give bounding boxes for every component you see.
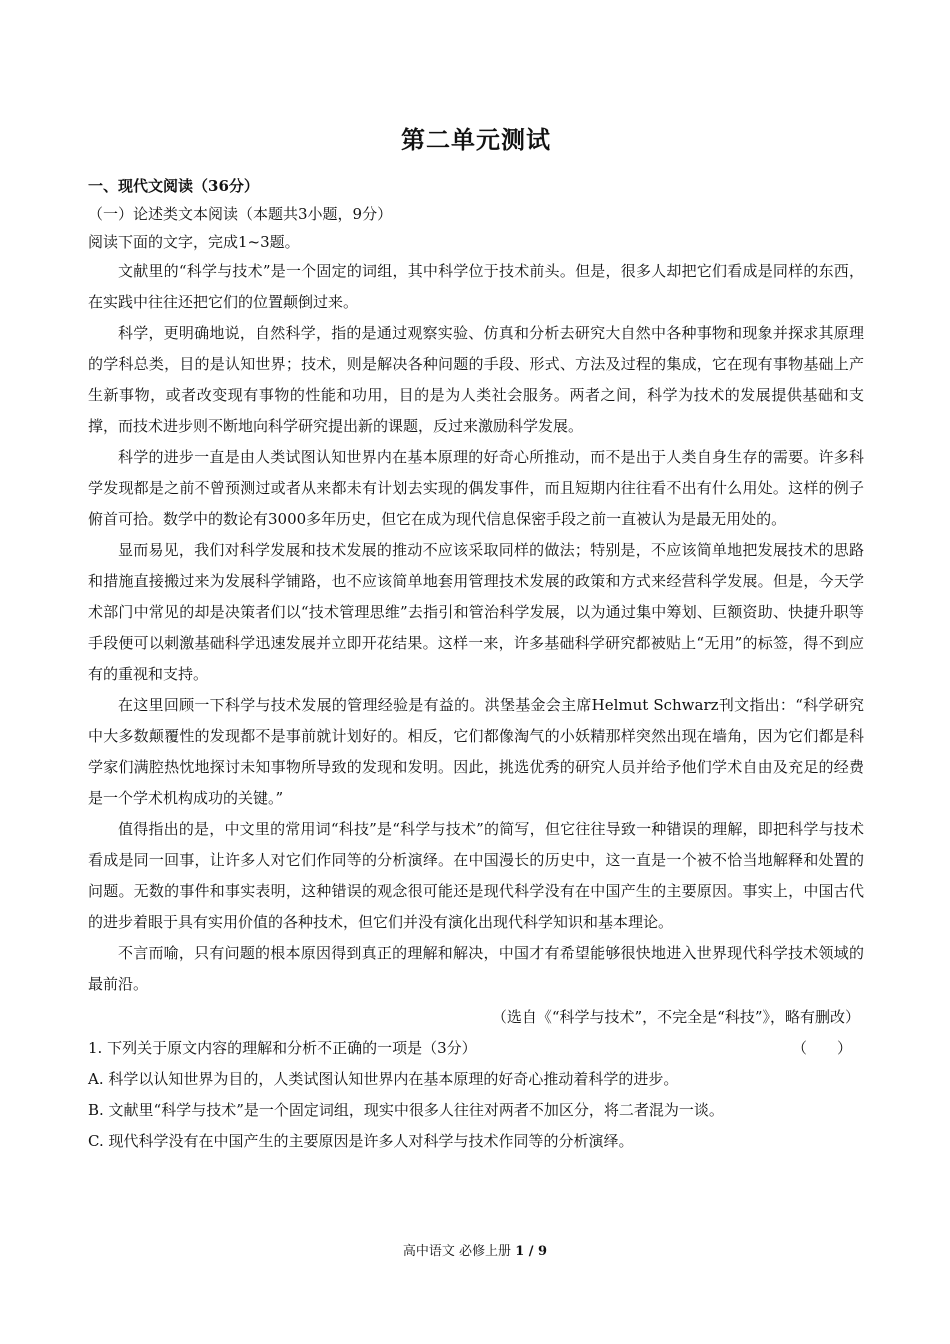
answer-bracket: （ ） bbox=[791, 1039, 852, 1057]
page-footer bbox=[0, 1242, 950, 1262]
document-page bbox=[88, 120, 864, 1157]
question-1-stem: 1. 下列关于原文内容的理解和分析不正确的一项是（3分） bbox=[88, 1039, 477, 1057]
paragraph-3: 科学的进步一直是由人类试图认知世界内在基本原理的好奇心所推动，而不是出于人类自身生存的需要。许多科学发现都是之前不曾预测过或者从来都未有计划去实现的偶发事件，而且短期内往往看不出有什么用处。这样的例子俯首可拾。数学中的数论有3000多年历史，但它在成为现代信息保密手段之前一直被认为是最无用处的。 bbox=[88, 448, 864, 528]
option-a: A. 科学以认知世界为目的，人类试图认知世界内在基本原理的好奇心推动着科学的进步。 bbox=[88, 1070, 679, 1088]
page-title: 第二单元测试 bbox=[401, 125, 551, 154]
paragraph-1: 文献里的“科学与技术”是一个固定的词组，其中科学位于技术前头。但是，很多人却把它们看成是同样的东西，在实践中往往还把它们的位置颠倒过来。 bbox=[88, 262, 864, 311]
source-citation: （选自《“科学与技术”，不完全是“科技”》，略有删改） bbox=[491, 1008, 860, 1026]
reading-instruction: 阅读下面的文字，完成1~3题。 bbox=[88, 233, 300, 251]
section-heading: 一、现代文阅读（36分） bbox=[88, 177, 259, 195]
footer-label: 高中语文 必修上册 bbox=[402, 1244, 512, 1259]
sub-section-heading: （一）论述类文本阅读（本题共3小题，9分） bbox=[88, 205, 393, 223]
page-number: 1 / 9 bbox=[515, 1244, 548, 1259]
paragraph-4: 显而易见，我们对科学发展和技术发展的推动不应该采取同样的做法；特别是，不应该简单地把发展技术的思路和措施直接搬过来为发展科学铺路，也不应该简单地套用管理技术发展的政策和方式来经营科学发展。但是，今天学术部门中常见的却是决策者们以“技术管理思维”去指引和管治科学发展，以为通过集中筹划、巨额资助、快捷升职等手段便可以刺激基础科学迅速发展并立即开花结果。这样一来，许多基础科学研究都被贴上“无用”的标签，得不到应有的重视和支持。 bbox=[88, 541, 864, 683]
paragraph-6: 值得指出的是，中文里的常用词“科技”是“科学与技术”的简写，但它往往导致一种错误的理解，即把科学与技术看成是同一回事，让许多人对它们作同等的分析演绎。在中国漫长的历史中，这一直是一个被不恰当地解释和处置的问题。无数的事件和事实表明，这种错误的观念很可能还是现代科学没有在中国产生的主要原因。事实上，中国古代的进步着眼于具有实用价值的各种技术，但它们并没有演化出现代科学知识和基本理论。 bbox=[88, 820, 864, 931]
question-1 bbox=[88, 1033, 864, 1064]
paragraph-7: 不言而喻，只有问题的根本原因得到真正的理解和解决，中国才有希望能够很快地进入世界现代科学技术领域的最前沿。 bbox=[88, 944, 864, 993]
paragraph-2: 科学，更明确地说，自然科学，指的是通过观察实验、仿真和分析去研究大自然中各种事物和现象并探求其原理的学科总类，目的是认知世界；技术，则是解决各种问题的手段、形式、方法及过程的集成，它在现有事物基础上产生新事物，或者改变现有事物的性能和功用，目的是为人类社会服务。两者之间，科学为技术的发展提供基础和支撑，而技术进步则不断地向科学研究提出新的课题，反过来激励科学发展。 bbox=[88, 324, 864, 435]
option-c: C. 现代科学没有在中国产生的主要原因是许多人对科学与技术作同等的分析演绎。 bbox=[88, 1132, 634, 1150]
paragraph-5: 在这里回顾一下科学与技术发展的管理经验是有益的。洪堡基金会主席Helmut Schwarz刊文指出：“科学研究中大多数颠覆性的发现都不是事前就计划好的。相反，它们都像淘气的小妖精那样突然出现在墙角，因为它们都是科学家们满腔热忱地探讨未知事物所导致的发现和发明。因此，挑选优秀的研究人员并给予他们学术自由及充足的经费是一个学术机构成功的关键。” bbox=[88, 696, 864, 807]
option-b: B. 文献里“科学与技术”是一个固定词组，现实中很多人往往对两者不加区分，将二者混为一谈。 bbox=[88, 1101, 724, 1119]
